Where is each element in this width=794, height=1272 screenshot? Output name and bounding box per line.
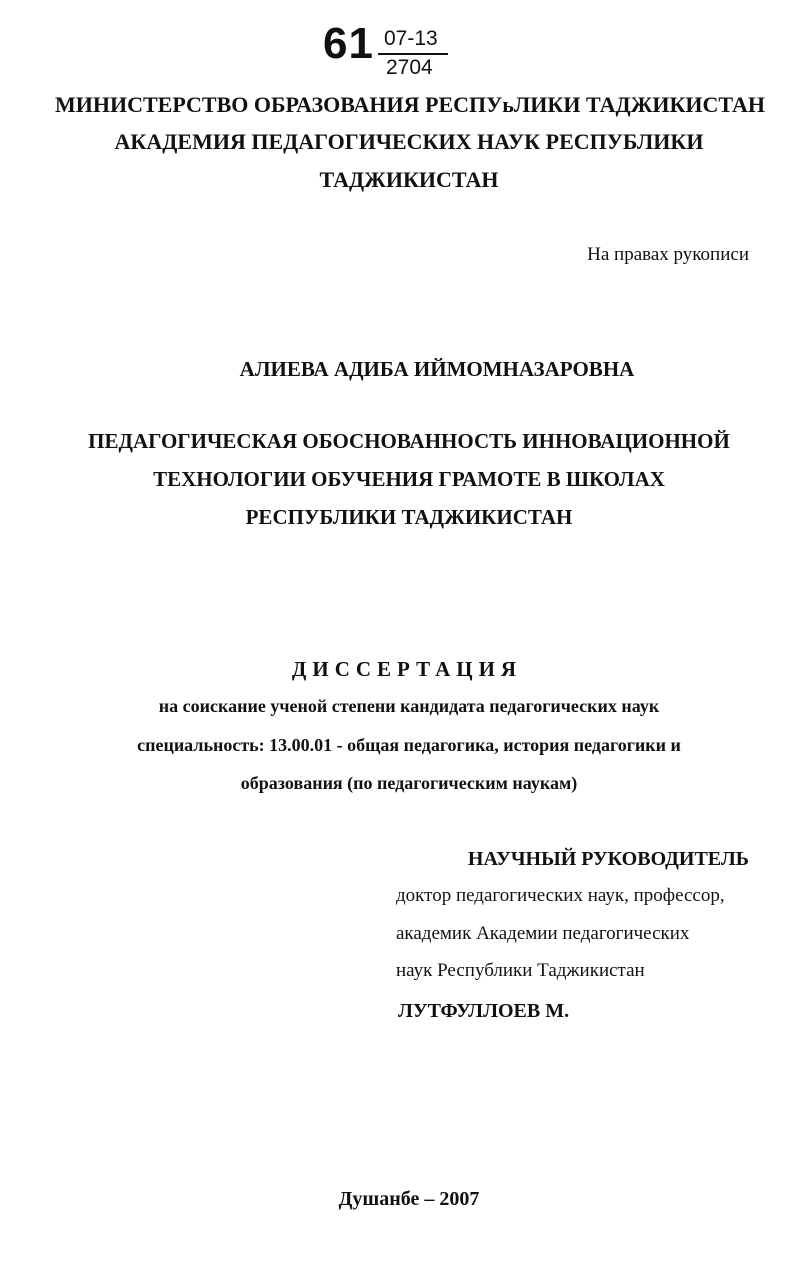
academy-line: АКАДЕМИЯ ПЕДАГОГИЧЕСКИХ НАУК РЕСПУБЛИКИ — [114, 129, 704, 154]
specialty-line: специальность: 13.00.01 - общая педагогика, история педагогики и — [137, 735, 681, 755]
archive-stamp-fraction-bottom: 2704 — [386, 56, 433, 79]
archive-stamp-number: 61 — [323, 19, 374, 68]
advisor-academic-title: академик Академии педагогических — [396, 923, 690, 944]
city-year: Душанбе – 2007 — [338, 1188, 480, 1210]
dissertation-heading: ДИССЕРТАЦИЯ — [291, 657, 523, 681]
ministry-line: МИНИСТЕРСТВО ОБРАЗОВАНИЯ РЕСПУьЛИКИ ТАДЖИКИСТАН — [55, 92, 765, 117]
archive-stamp-fraction-top: 07-13 — [384, 27, 438, 50]
advisor-name: ЛУТФУЛЛОЕВ М. — [398, 1000, 570, 1022]
advisor-academy-country: наук Республики Таджикистан — [396, 960, 645, 981]
advisor-degree: доктор педагогических наук, профессор, — [396, 885, 725, 906]
thesis-title-line-1: ПЕДАГОГИЧЕСКАЯ ОБОСНОВАННОСТЬ ИННОВАЦИОННОЙ — [88, 429, 730, 453]
degree-line: на соискание ученой степени кандидата педагогических наук — [158, 696, 660, 716]
archive-stamp-fraction-line — [378, 53, 448, 55]
advisor-heading: НАУЧНЫЙ РУКОВОДИТЕЛЬ — [467, 848, 749, 870]
country-line: ТАДЖИКИСТАН — [319, 167, 499, 192]
manuscript-rights-note: На правах рукописи — [587, 244, 749, 265]
author-name: АЛИЕВА АДИБА ИЙМОМНАЗАРОВНА — [239, 357, 635, 381]
specialty-line-continued: образования (по педагогическим наукам) — [240, 773, 578, 793]
thesis-title-line-2: ТЕХНОЛОГИИ ОБУЧЕНИЯ ГРАМОТЕ В ШКОЛАХ — [153, 467, 665, 491]
thesis-title-line-3: РЕСПУБЛИКИ ТАДЖИКИСТАН — [245, 505, 573, 529]
